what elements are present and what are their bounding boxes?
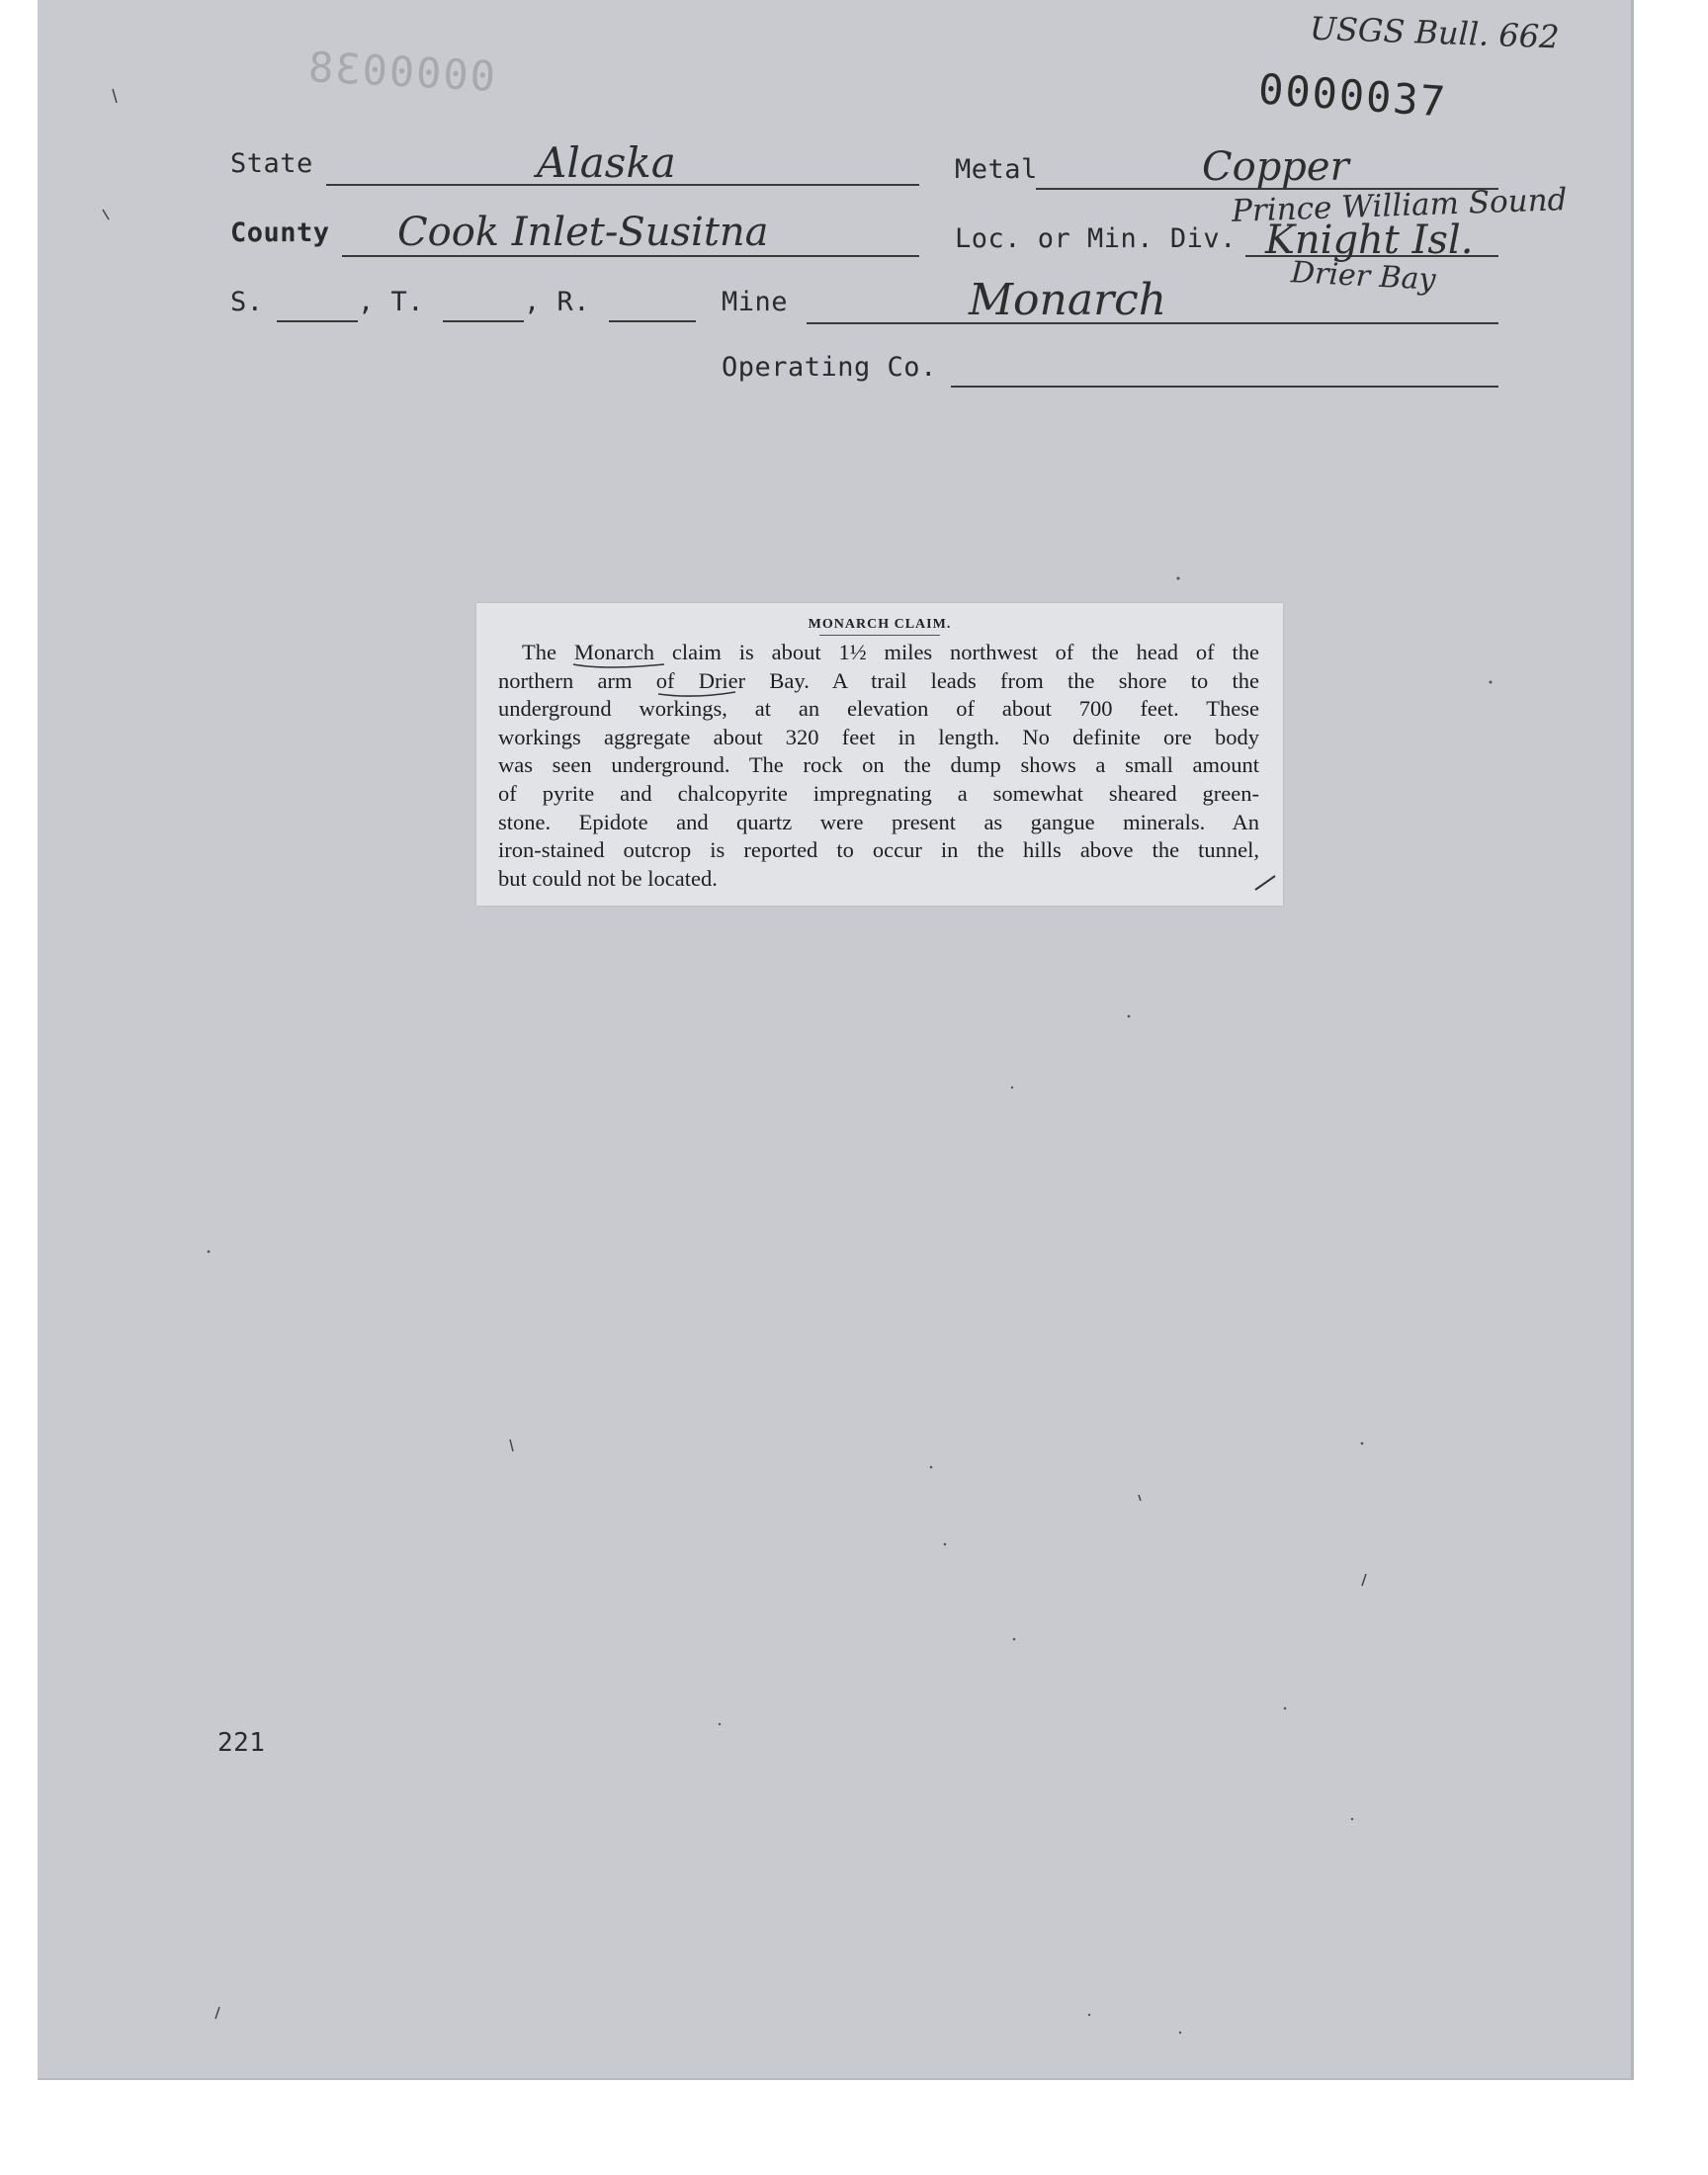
clipping-line: underground workings, at an elevation of about 700 feet. These bbox=[498, 696, 1259, 722]
section-underline bbox=[277, 320, 358, 322]
township-underline bbox=[443, 320, 524, 322]
document-page bbox=[38, 0, 1634, 2080]
county-value: Cook Inlet-Susitna bbox=[397, 210, 769, 255]
page-number: 221 bbox=[217, 1728, 266, 1758]
monarch-claim-clipping bbox=[476, 603, 1283, 906]
loc-div-value-line3: Drier Bay bbox=[1290, 255, 1437, 298]
clipping-line: workings aggregate about 320 feet in length. No definite ore body bbox=[498, 724, 1259, 749]
state-value: Alaska bbox=[537, 138, 676, 187]
stamp-number: 0000037 bbox=[1256, 64, 1449, 127]
range-label: , R. bbox=[524, 287, 591, 317]
loc-div-label: Loc. or Min. Div. bbox=[955, 223, 1237, 254]
loc-div-value-line2: Knight Isl. bbox=[1265, 218, 1474, 263]
clipping-line: was seen underground. The rock on the dump shows a small amount bbox=[498, 752, 1259, 778]
clipping-title: MONARCH CLAIM. bbox=[808, 617, 952, 632]
corner-note: USGS Bull. 662 bbox=[1309, 9, 1561, 56]
clipping-line: but could not be located. bbox=[498, 865, 718, 891]
clipping-line: The Monarch claim is about 1½ miles northwest of the head of the bbox=[522, 640, 1259, 664]
township-label: , T. bbox=[358, 287, 425, 317]
clipping-line: northern arm of Drier Bay. A trail leads from the shore to the bbox=[498, 667, 1259, 693]
clipping-body bbox=[498, 639, 1259, 893]
ghost-number: 0000038 bbox=[304, 43, 497, 101]
metal-value: Copper bbox=[1202, 144, 1349, 190]
operating-co-label: Operating Co. bbox=[722, 352, 937, 383]
range-underline bbox=[609, 320, 696, 322]
county-label: County bbox=[230, 218, 330, 248]
section-label: S. bbox=[230, 287, 264, 317]
clipping-line: iron-stained outcrop is reported to occur in the hills above the tunnel, bbox=[498, 837, 1259, 863]
clipping-line: stone. Epidote and quartz were present as gangue minerals. An bbox=[498, 809, 1259, 834]
clipping-line: of pyrite and chalcopyrite impregnating a somewhat sheared green- bbox=[498, 780, 1259, 806]
county-underline bbox=[342, 255, 919, 257]
mine-value: Monarch bbox=[969, 275, 1167, 325]
scan-specks bbox=[38, 0, 1631, 2078]
metal-label: Metal bbox=[955, 154, 1038, 185]
loc-div-value-line1: Prince William Sound bbox=[1231, 182, 1569, 229]
operating-co-underline bbox=[951, 386, 1498, 388]
clipping-title-rule bbox=[819, 635, 940, 636]
state-label: State bbox=[230, 148, 313, 179]
mine-label: Mine bbox=[722, 287, 789, 317]
